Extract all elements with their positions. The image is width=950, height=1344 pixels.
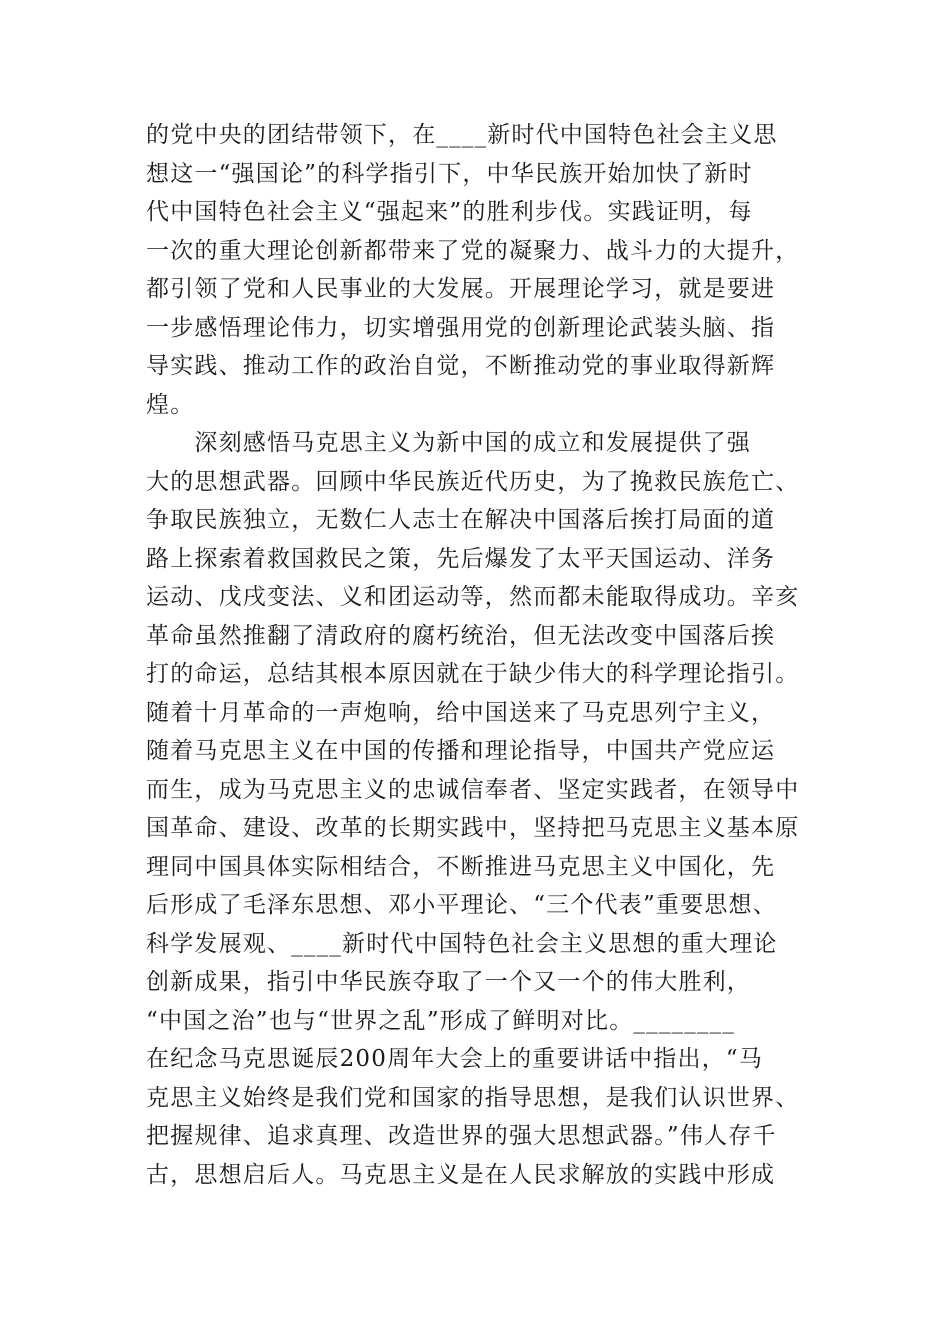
- text-line: “中国之治”也与“世界之乱”形成了鲜明对比。________: [146, 1007, 736, 1034]
- text-line: 煌。: [146, 391, 195, 418]
- text-line: 的党中央的团结带领下，在____新时代中国特色社会主义思: [146, 122, 778, 148]
- text-line: 随着十月革命的一声炮响，给中国送来了马克思列宁主义，: [146, 699, 776, 726]
- text-line: 大的思想武器。回顾中华民族近代历史，为了挽救民族危亡、: [146, 468, 800, 495]
- text-line: 导实践、推动工作的政治自觉，不断推动党的事业取得新辉: [146, 353, 776, 379]
- text-line: 把握规律、追求真理、改造世界的强大思想武器。”伟人存千: [146, 1123, 777, 1149]
- text-line: 随着马克思主义在中国的传播和理论指导，中国共产党应运: [146, 738, 776, 764]
- paragraph-1: [146, 116, 826, 424]
- text-line: 路上探索着救国救民之策，先后爆发了太平天国运动、洋务: [146, 545, 776, 572]
- text-line: 科学发展观、____新时代中国特色社会主义思想的重大理论: [146, 930, 778, 957]
- paragraph-2: [146, 424, 826, 1194]
- text-line: 在纪念马克思诞辰200周年大会上的重要讲话中指出，“马: [146, 1046, 764, 1072]
- text-line: 想这一“强国论”的科学指引下，中华民族开始加快了新时: [146, 160, 753, 187]
- text-line: 争取民族独立，无数仁人志士在解决中国落后挨打局面的道: [146, 507, 776, 533]
- text-line: 运动、戊戌变法、义和团运动等，然而都未能取得成功。辛亥: [146, 584, 800, 610]
- text-line: 克思主义始终是我们党和国家的指导思想，是我们认识世界、: [146, 1084, 800, 1111]
- text-line: 国革命、建设、改革的长期实践中，坚持把马克思主义基本原: [146, 815, 800, 841]
- text-line: 而生，成为马克思主义的忠诚信奉者、坚定实践者，在领导中: [146, 776, 800, 803]
- text-line: 革命虽然推翻了清政府的腐朽统治，但无法改变中国落后挨: [146, 622, 776, 649]
- text-line: 古，思想启后人。马克思主义是在人民求解放的实践中形成: [146, 1161, 776, 1188]
- text-line: 一步感悟理论伟力，切实增强用党的创新理论武装头脑、指: [146, 314, 776, 341]
- text-line: 都引领了党和人民事业的大发展。开展理论学习，就是要进: [146, 276, 776, 302]
- text-line: 理同中国具体实际相结合，不断推进马克思主义中国化，先: [146, 853, 776, 880]
- text-line: 一次的重大理论创新都带来了党的凝聚力、战斗力的大提升，: [146, 237, 800, 264]
- text-line: 打的命运，总结其根本原因就在于缺少伟大的科学理论指引。: [146, 661, 800, 687]
- text-line: 代中国特色社会主义“强起来”的胜利步伐。实践证明，每: [146, 199, 753, 225]
- text-line: 后形成了毛泽东思想、邓小平理论、“三个代表”重要思想、: [146, 892, 777, 918]
- text-line: 深刻感悟马克思主义为新中国的成立和发展提供了强: [146, 430, 751, 456]
- body-text: [146, 116, 826, 1194]
- text-line: 创新成果，指引中华民族夺取了一个又一个的伟大胜利，: [146, 969, 751, 995]
